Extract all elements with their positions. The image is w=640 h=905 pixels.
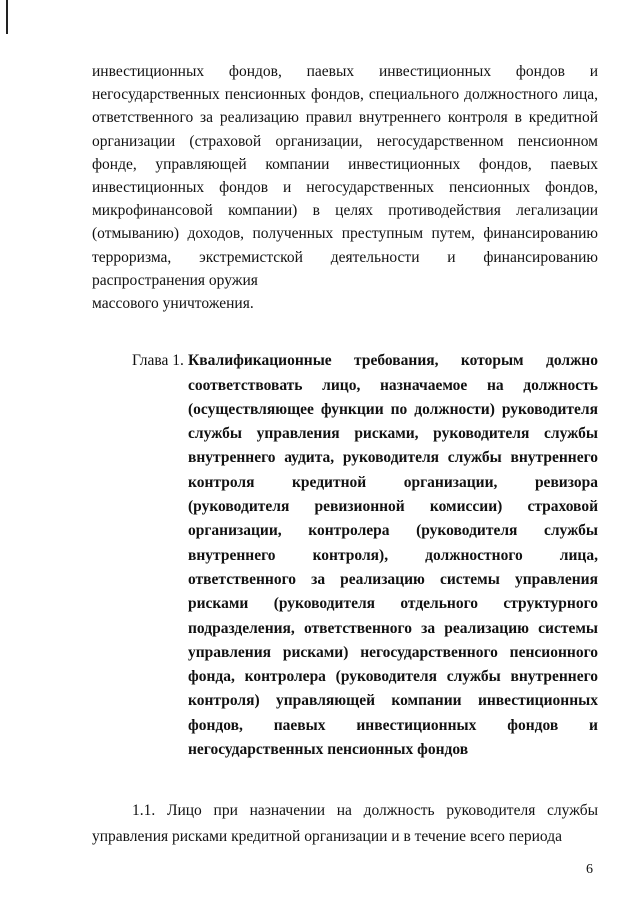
scan-edge-mark — [6, 0, 8, 34]
intro-paragraph: инвестиционных фондов, паевых инвестиционных фондов и негосударственных пенсионных фондов, специального должностного лица, ответственного за реализацию правил внутреннего контроля в кредитной организации (страховой организации, негосударственном пенсионном фонде, управляющей компании инвестиционных фондов, паевых инвестиционных фондов и негосударственных пенсионных фондов, микрофинансовой компании) в целях противодействия легализации (отмыванию) доходов, полученных преступным путем, финансированию терроризма, экстремистской деятельности и финансированию распространения оружия — [92, 63, 598, 289]
page-number: 6 — [586, 862, 593, 877]
chapter-title: Квалификационные требования, которым должно соответствовать лицо, назначаемое на должность (осуществляющее функции по должности) руководителя службы управления рисками, руководителя службы внутреннего аудита, руководителя службы внутреннего контроля кредитной организации, ревизора (руководителя ревизионной комиссии) страховой организации, контролера (руководителя службы внутреннего контроля), должностного лица, ответственного за реализацию системы управления рисками (руководителя отдельного структурного подразделения, ответственного за реализацию системы управления рисками) негосударственного пенсионного фонда, контролера (руководителя службы внутреннего контроля) управляющей компании инвестиционных фондов, паевых инвестиционных фондов и негосударственных пенсионных фондов — [188, 352, 598, 758]
section-1-1-paragraph: 1.1. Лицо при назначении на должность руководителя службы управления рисками кредитной организации и в течение всего периода — [92, 802, 598, 846]
chapter-label: Глава 1. — [132, 352, 184, 370]
intro-paragraph-last-line: массового уничтожения. — [92, 295, 254, 313]
chapter-heading — [92, 349, 598, 762]
document-page — [92, 60, 598, 866]
